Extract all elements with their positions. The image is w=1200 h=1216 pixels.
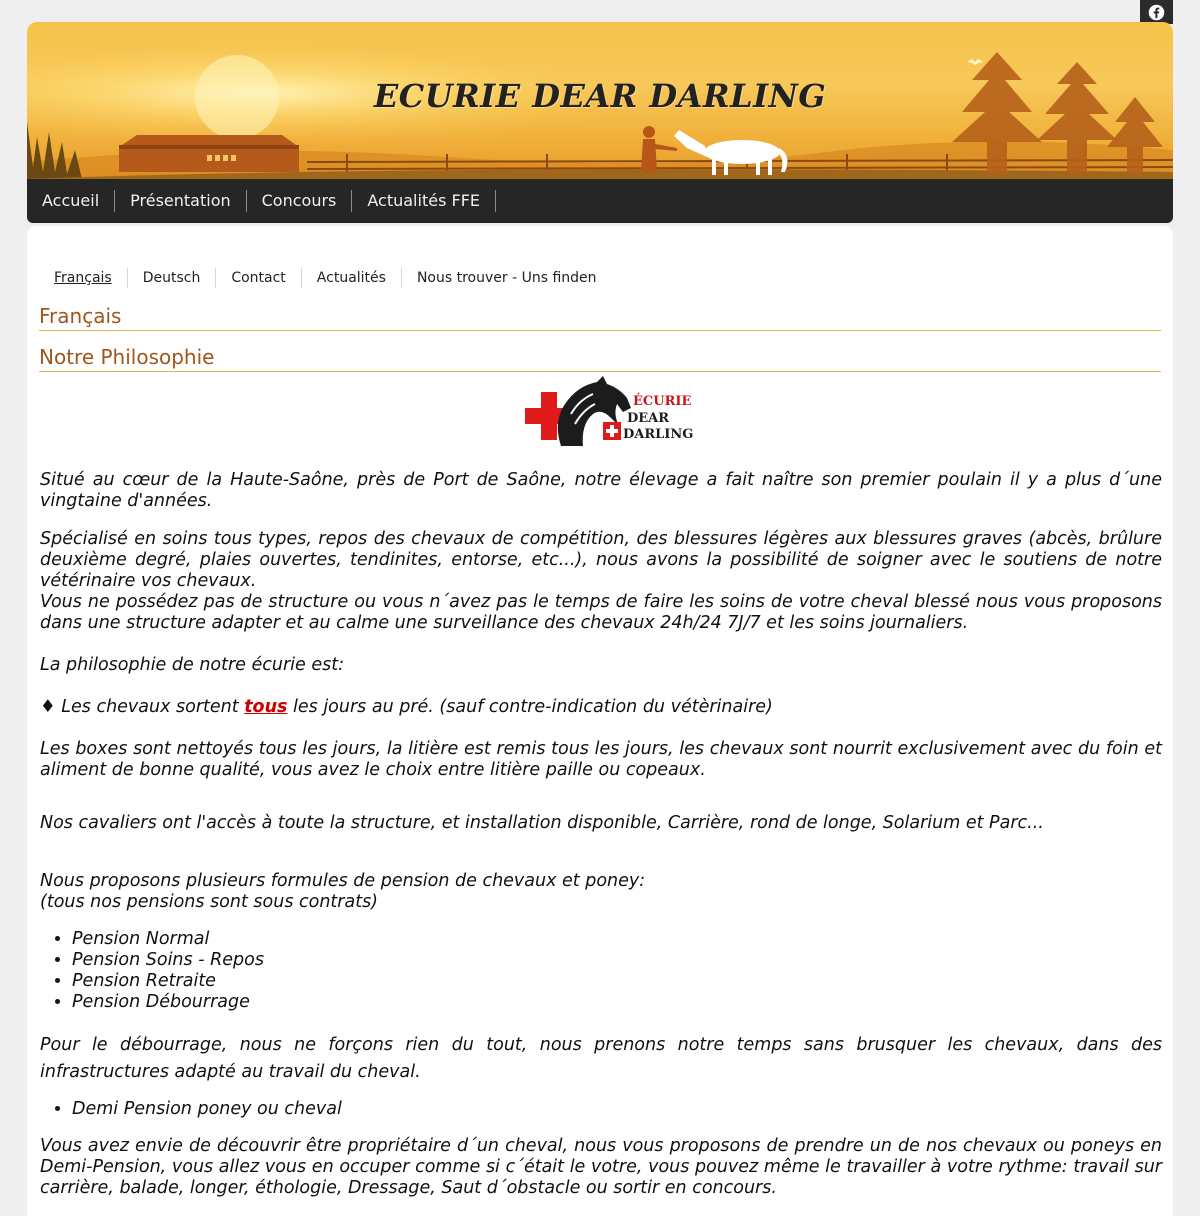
turnout-emphasis: tous — [244, 697, 288, 717]
list-item: • Demi Pension poney ou cheval — [72, 1099, 1162, 1120]
pension-contract-note: (tous nos pensions sont sous contrats) — [40, 892, 379, 912]
svg-text:DEAR: DEAR — [627, 411, 670, 426]
page-title: Français — [39, 303, 1161, 331]
nav-accueil[interactable]: Accueil — [27, 190, 115, 212]
svg-text:DARLING: DARLING — [623, 427, 694, 442]
subnav-contact[interactable]: Contact — [216, 268, 301, 288]
subnav-nous-trouver[interactable]: Nous trouver - Uns finden — [416, 270, 597, 286]
sub-navigation — [39, 268, 612, 288]
pension-intro — [40, 871, 1162, 913]
svg-text:ÉCURIE: ÉCURIE — [633, 394, 692, 409]
soins-paragraph — [40, 529, 1162, 634]
pension-intro-text: Nous proposons plusieurs formules de pension de chevaux et poney: — [40, 871, 646, 891]
list-item: • Pension Débourrage — [72, 992, 1162, 1013]
turnout-prefix: ♦ Les chevaux sortent — [40, 697, 245, 717]
turnout-paragraph — [40, 697, 1162, 718]
list-item: • Pension Soins - Repos — [72, 950, 1162, 971]
list-item: • Pension Normal — [72, 929, 1162, 950]
nav-concours[interactable]: Concours — [247, 190, 353, 212]
pension-list — [40, 929, 1162, 1013]
turnout-suffix: les jours au pré. (sauf contre-indication du vétèrinaire) — [287, 697, 773, 717]
header-banner — [27, 22, 1173, 179]
debourrage-paragraph: Pour le débourrage, nous ne forçons rien du tout, nous prenons notre temps sans brusquer les chevaux, dans des infrastructures adapté au travail du cheval. — [40, 1035, 1162, 1082]
nav-presentation[interactable]: Présentation — [115, 190, 246, 212]
ecurie-logo — [523, 374, 694, 456]
main-navigation — [27, 179, 1173, 223]
structure-text: Vous ne possédez pas de structure ou vous n´avez pas le temps de faire les soins de votre cheval blessé nous vous proposons dans une structure adapter et au calme une surveillance des chevaux 24h/24 7J/7 et les soins journaliers. — [40, 592, 1162, 633]
subnav-actualites[interactable]: Actualités — [302, 268, 402, 288]
intro-paragraph: Situé au cœur de la Haute-Saône, près de Port de Saône, notre élevage a fait naître son premier poulain il y a plus d´une vingtaine d'années. — [40, 470, 1162, 511]
boxes-paragraph: Les boxes sont nettoyés tous les jours, la litière est remis tous les jours, les chevaux sont nourrit exclusivement avec du foin et aliment de bonne qualité, vous avez le choix entre litière paille ou copeaux. — [40, 739, 1162, 780]
facilities-paragraph: Nos cavaliers ont l'accès à toute la structure, et installation disponible, Carrière, rond de longe, Solarium et Parc... — [40, 813, 1044, 833]
subnav-deutsch[interactable]: Deutsch — [128, 268, 217, 288]
subnav-francais[interactable]: Français — [39, 268, 128, 288]
nav-actualites-ffe[interactable]: Actualités FFE — [352, 190, 496, 212]
facebook-icon — [1148, 4, 1165, 21]
demi-pension-paragraph: Vous avez envie de découvrir être propriétaire d´un cheval, nous vous proposons de prendre un de nos chevaux ou poneys en Demi-Pension, vous allez vous en occuper comme si c´était le votre, vous pouvez même le travailler à votre rythme: travail sur carrière, balade, longer, éthologie, Dressage, Saut d´obstacle ou sortir en concours. — [40, 1136, 1162, 1198]
philosophy-intro: La philosophie de notre écurie est: — [40, 655, 345, 675]
content-area — [27, 226, 1173, 1216]
site-title: ECURIE DEAR DARLING — [373, 77, 827, 115]
demi-pension-list — [40, 1099, 1162, 1120]
list-item: • Pension Retraite — [72, 971, 1162, 992]
facebook-button[interactable] — [1140, 0, 1173, 24]
soins-text: Spécialisé en soins tous types, repos des chevaux de compétition, des blessures légères aux blessures graves (abcès, brûlure deuxième degré, plaies ouvertes, tendinites, entorse, etc...), nous avons la possibilité de soigner avec le soutiens de notre vétérinaire vos chevaux. — [40, 529, 1162, 591]
section-title: Notre Philosophie — [39, 344, 1161, 372]
